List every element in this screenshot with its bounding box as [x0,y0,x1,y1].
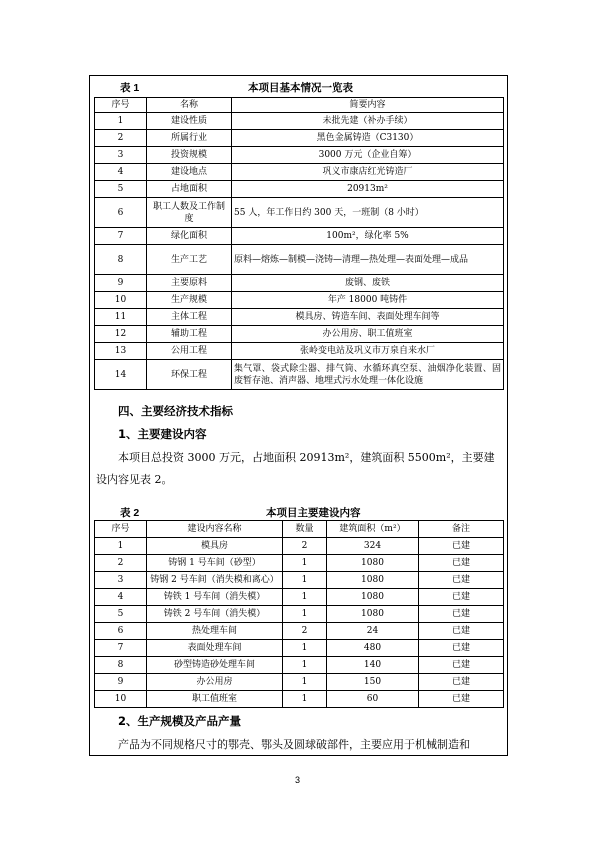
table2-label: 表 2 [120,507,140,519]
table-row [95,674,504,691]
table1-cell-no: 11 [95,309,147,326]
table-row [95,360,504,390]
table1-cell-name: 绿化面积 [147,228,232,245]
table2-cell-no: 9 [95,674,147,691]
table2-cell-note: 已建 [419,674,504,691]
table2-cell-qty: 1 [283,555,327,572]
table2-cell-note: 已建 [419,657,504,674]
table2-cell-qty: 1 [283,674,327,691]
table2-cell-qty: 1 [283,589,327,606]
table1-cell-name: 投资规模 [147,147,232,164]
table1-cell-name: 主体工程 [147,309,232,326]
table1-cell-no: 14 [95,360,147,390]
table2-cell-note: 已建 [419,640,504,657]
table2-cell-no: 2 [95,555,147,572]
table2-cell-area: 1080 [327,606,419,623]
table2-cell-area: 324 [327,538,419,555]
table-row [95,113,504,130]
table1-header-name: 名称 [147,98,232,113]
table2-cell-name: 铸铁 1 号车间（消失模） [147,589,283,606]
table2-cell-no: 8 [95,657,147,674]
table1-cell-no: 6 [95,198,147,228]
table2-cell-name: 热处理车间 [147,623,283,640]
table2-title: 本项目主要建设内容 [266,507,361,519]
section4-heading: 四、主要经济技术指标 [118,404,233,418]
table1-caption [120,80,500,94]
table1-cell-content: 年产 18000 吨铸件 [232,292,504,309]
table2-cell-no: 4 [95,589,147,606]
table2-cell-note: 已建 [419,691,504,708]
table2-cell-area: 60 [327,691,419,708]
table1-cell-name: 生产规模 [147,292,232,309]
table2-cell-note: 已建 [419,572,504,589]
table1-cell-name: 环保工程 [147,360,232,390]
table2-cell-note: 已建 [419,606,504,623]
table1-cell-no: 13 [95,343,147,360]
construction-content-table [94,520,504,708]
table2-cell-area: 1080 [327,555,419,572]
table2-caption [120,505,500,519]
table2-cell-qty: 1 [283,691,327,708]
table2-cell-qty: 2 [283,623,327,640]
table2-cell-name: 办公用房 [147,674,283,691]
table1-cell-name: 生产工艺 [147,245,232,275]
table1-cell-content: 办公用房、职工值班室 [232,326,504,343]
table2-cell-name: 表面处理车间 [147,640,283,657]
table2-cell-qty: 1 [283,572,327,589]
table2-cell-note: 已建 [419,555,504,572]
table2-cell-note: 已建 [419,538,504,555]
table-row [95,228,504,245]
table2-cell-qty: 1 [283,606,327,623]
table1-cell-no: 10 [95,292,147,309]
table1-cell-content: 原料—熔炼—制模—浇铸—清理—热处理—表面处理—成品 [232,245,504,275]
sub1-heading: 1、主要建设内容 [118,427,207,441]
table2-cell-qty: 1 [283,657,327,674]
table-row [95,589,504,606]
table-row [95,623,504,640]
table1-cell-content: 100m²，绿化率 5% [232,228,504,245]
table1-cell-name: 公用工程 [147,343,232,360]
table-row [95,130,504,147]
table2-header-name: 建设内容名称 [147,521,283,538]
table-row [95,275,504,292]
table-row [95,326,504,343]
table1-cell-no: 5 [95,181,147,198]
table2-cell-name: 职工值班室 [147,691,283,708]
table1-header-content: 简要内容 [232,98,504,113]
table1-cell-name: 主要原料 [147,275,232,292]
table1-cell-name: 建设性质 [147,113,232,130]
table2-cell-note: 已建 [419,589,504,606]
table2-cell-name: 模具房 [147,538,283,555]
table2-cell-name: 铸铁 2 号车间（消失模） [147,606,283,623]
basic-info-table [94,97,504,390]
table1-label: 表 1 [120,82,140,94]
table2-cell-no: 3 [95,572,147,589]
table2-cell-area: 1080 [327,572,419,589]
table2-cell-area: 150 [327,674,419,691]
table-row [95,657,504,674]
table-row [95,181,504,198]
table2-cell-no: 1 [95,538,147,555]
table-row [95,309,504,326]
table2-cell-area: 1080 [327,589,419,606]
table2-cell-name: 铸钢 1 号车间（砂型） [147,555,283,572]
table1-title: 本项目基本情况一览表 [248,82,353,94]
table1-cell-name: 辅助工程 [147,326,232,343]
table1-cell-content: 黑色金属铸造（C3130） [232,130,504,147]
table2-cell-qty: 2 [283,538,327,555]
table1-cell-content: 未批先建（补办手续） [232,113,504,130]
table2-cell-qty: 1 [283,640,327,657]
table-row [95,538,504,555]
table1-cell-no: 2 [95,130,147,147]
paragraph-1 [96,447,506,491]
table1-cell-content: 张岭变电站及巩义市万泉自来水厂 [232,343,504,360]
table-row [95,147,504,164]
table1-cell-no: 4 [95,164,147,181]
table2-cell-note: 已建 [419,623,504,640]
table2-cell-no: 5 [95,606,147,623]
table1-cell-content: 20913m² [232,181,504,198]
table1-cell-name: 职工人数及工作制度 [147,198,232,228]
table1-cell-name: 所属行业 [147,130,232,147]
table1-header-no: 序号 [95,98,147,113]
table1-cell-no: 12 [95,326,147,343]
table-row [95,164,504,181]
table2-cell-area: 140 [327,657,419,674]
paragraph-2: 产品为不同规格尺寸的鄂壳、鄂头及圆球破部件，主要应用于机械制造和 [118,738,470,751]
table-row [95,343,504,360]
table2-cell-name: 铸钢 2 号车间（消失模和离心） [147,572,283,589]
sub2-heading: 2、生产规模及产品产量 [118,714,242,728]
table2-cell-name: 砂型铸造砂处理车间 [147,657,283,674]
table2-cell-no: 6 [95,623,147,640]
table1-cell-no: 1 [95,113,147,130]
table1-cell-content: 废钢、废铁 [232,275,504,292]
table2-cell-area: 480 [327,640,419,657]
table-row [95,691,504,708]
table1-cell-content: 3000 万元（企业自筹） [232,147,504,164]
table1-cell-content: 集气罩、袋式除尘器、排气筒、水循环真空泵、油烟净化装置、固废暂存池、消声器、地埋式污水处理一体化设施 [232,360,504,390]
table-row [95,572,504,589]
table2-cell-area: 24 [327,623,419,640]
table-row [95,555,504,572]
page-number: 3 [294,775,300,785]
table2-header-qty: 数量 [283,521,327,538]
table2-header-no: 序号 [95,521,147,538]
table2-header-note: 备注 [419,521,504,538]
table1-cell-content: 55 人，年工作日约 300 天，一班制（8 小时） [232,198,504,228]
table2-cell-no: 7 [95,640,147,657]
table1-cell-no: 3 [95,147,147,164]
table-row [95,640,504,657]
table-row [95,606,504,623]
table-row [95,292,504,309]
table1-cell-no: 8 [95,245,147,275]
table1-cell-no: 7 [95,228,147,245]
table1-cell-content: 模具房、铸造车间、表面处理车间等 [232,309,504,326]
paragraph-1-line2: 设内容见表 2。 [96,473,173,486]
table1-cell-name: 占地面积 [147,181,232,198]
table-row [95,245,504,275]
table2-cell-no: 10 [95,691,147,708]
paragraph-1-line1: 本项目总投资 3000 万元，占地面积 20913m²，建筑面积 5500m²，主要建 [118,451,495,464]
table-row [95,198,504,228]
table2-header-area: 建筑面积（m²） [327,521,419,538]
table1-cell-name: 建设地点 [147,164,232,181]
table1-cell-content: 巩义市康店红光铸造厂 [232,164,504,181]
table1-cell-no: 9 [95,275,147,292]
